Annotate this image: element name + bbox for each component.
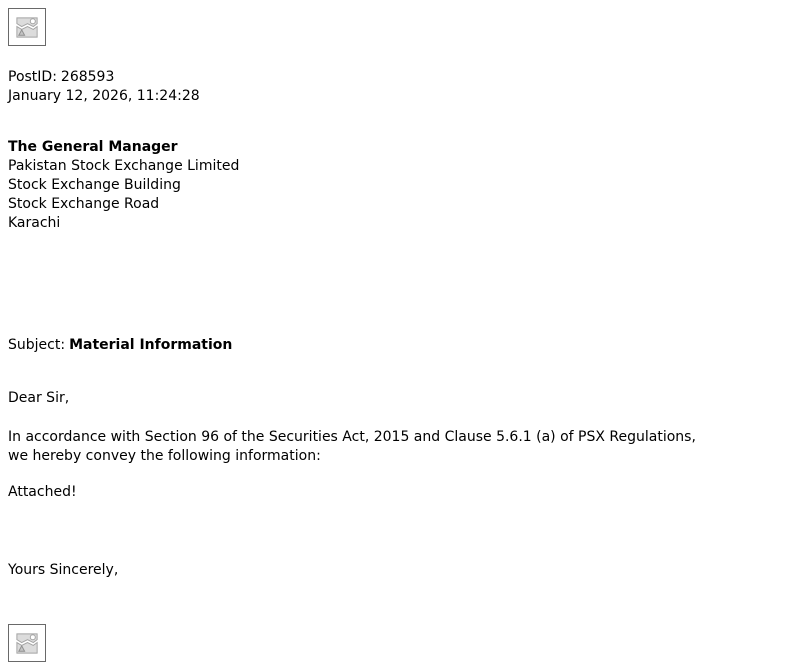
broken-image-icon xyxy=(8,624,46,662)
post-meta xyxy=(8,68,200,106)
attachment-note: Attached! xyxy=(8,484,77,500)
recipient-block xyxy=(8,138,239,233)
address-line: Karachi xyxy=(8,215,61,231)
body-paragraph xyxy=(8,428,696,466)
post-id-label: PostID: xyxy=(8,69,57,85)
salutation: Dear Sir, xyxy=(8,390,70,406)
body-paragraph-line: we hereby convey the following information: xyxy=(8,448,321,464)
body-paragraph-line: In accordance with Section 96 of the Securities Act, 2015 and Clause 5.6.1 (a) of PSX Regulations, xyxy=(8,429,696,445)
post-datetime: January 12, 2026, 11:24:28 xyxy=(8,88,200,104)
subject-label: Subject: xyxy=(8,337,66,353)
address-line: Stock Exchange Building xyxy=(8,177,181,193)
broken-image-icon xyxy=(8,8,46,46)
post-id-row xyxy=(8,68,200,87)
closing: Yours Sincerely, xyxy=(8,562,119,578)
broken-photo-glyph xyxy=(14,14,41,41)
post-id-value: 268593 xyxy=(60,69,115,85)
address-line: Pakistan Stock Exchange Limited xyxy=(8,158,240,174)
address-line: Stock Exchange Road xyxy=(8,196,160,212)
subject-row xyxy=(8,336,232,355)
recipient-name: The General Manager xyxy=(8,139,178,155)
broken-photo-glyph xyxy=(14,630,41,657)
subject-value: Material Information xyxy=(69,337,233,353)
